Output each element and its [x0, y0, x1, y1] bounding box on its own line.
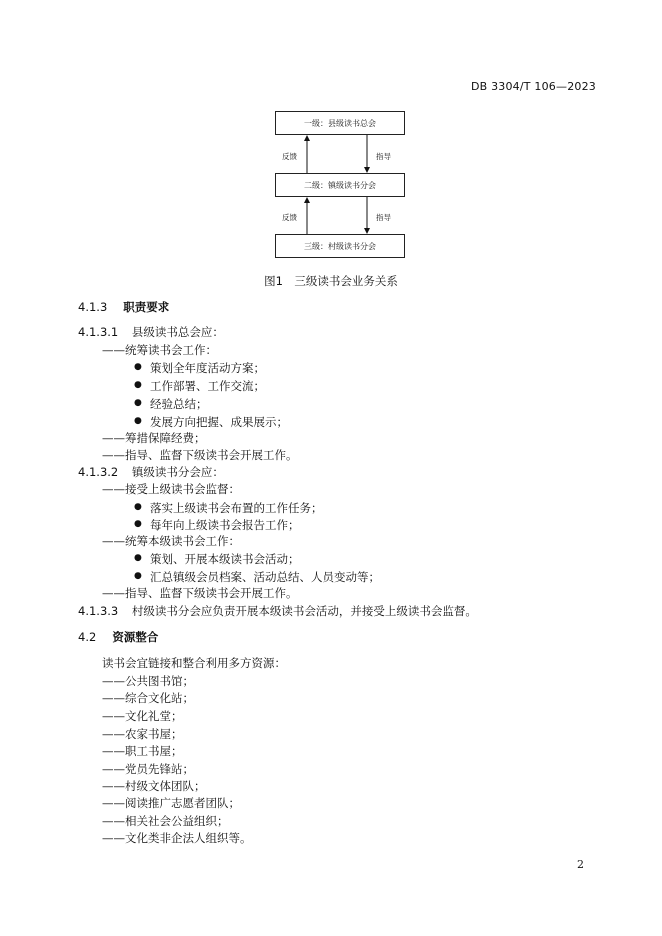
- dash-item: ——筹措保障经费；: [102, 431, 206, 445]
- bullet-icon: ●: [134, 380, 142, 390]
- section-intro: 读书会宜链接和整合利用多方资源：: [102, 656, 286, 670]
- bullet-icon: ●: [134, 416, 142, 426]
- section-title: 资源整合: [112, 630, 159, 644]
- bullet-icon: ●: [134, 571, 142, 581]
- bullet-item: 落实上级读书会布置的工作任务；: [150, 501, 323, 515]
- resource-item: ——党员先锋站；: [102, 762, 194, 776]
- section-title: 职责要求: [123, 300, 170, 314]
- bullet-item: 每年向上级读书会报告工作；: [150, 518, 300, 532]
- clause-4-1-3-1: [78, 324, 224, 340]
- bullet-item: 工作部署、工作交流；: [150, 379, 265, 393]
- standard-code: DB 3304/T 106—2023: [470, 80, 596, 93]
- resource-item: ——农家书屋；: [102, 727, 183, 741]
- clause-intro: 镇级读书分会应：: [131, 465, 224, 479]
- box-level-1: 一级：县级读书总会: [275, 111, 405, 135]
- bullet-icon: ●: [134, 519, 142, 529]
- flow-arrows: [0, 0, 662, 300]
- label-guide-1: 指导: [376, 152, 391, 161]
- resource-item: ——文化礼堂；: [102, 709, 183, 723]
- bullet-icon: ●: [134, 553, 142, 563]
- clause-intro: 县级读书总会应：: [131, 325, 224, 339]
- bullet-item: 策划、开展本级读书会活动；: [150, 552, 300, 566]
- section-4-2-heading: [78, 629, 158, 645]
- resource-item: ——村级文体团队；: [102, 779, 206, 793]
- bullet-icon: ●: [134, 502, 142, 512]
- bullet-item: 策划全年度活动方案；: [150, 361, 265, 375]
- box-level-3: 三级：村级读书分会: [275, 234, 405, 258]
- bullet-item: 经验总结；: [150, 397, 208, 411]
- clause-4-1-3-3: [78, 603, 477, 619]
- clause-text: 村级读书分会应负责开展本级读书会活动，并接受上级读书会监督。: [131, 604, 477, 618]
- clause-number: 4.1.3.1: [78, 325, 119, 339]
- clause-number: 4.1.3.3: [78, 604, 119, 618]
- resource-item: ——综合文化站；: [102, 691, 194, 705]
- bullet-item: 汇总镇级会员档案、活动总结、人员变动等；: [150, 570, 380, 584]
- label-feedback-2: 反馈: [282, 213, 297, 222]
- dash-item: ——指导、监督下级读书会开展工作。: [102, 586, 298, 600]
- resource-item: ——职工书屋；: [102, 744, 183, 758]
- resource-item: ——相关社会公益组织；: [102, 814, 229, 828]
- resource-item: ——公共图书馆；: [102, 674, 194, 688]
- clause-number: 4.1.3.2: [78, 465, 119, 479]
- clause-4-1-3-2: [78, 464, 224, 480]
- bullet-icon: ●: [134, 398, 142, 408]
- section-number: 4.1.3: [78, 300, 108, 314]
- dash-item: ——接受上级读书会监督：: [102, 482, 240, 496]
- dash-item: ——统筹读书会工作：: [102, 343, 217, 357]
- resource-item: ——阅读推广志愿者团队；: [102, 796, 240, 810]
- section-4-1-3-heading: [78, 299, 169, 315]
- section-number: 4.2: [78, 630, 97, 644]
- bullet-icon: ●: [134, 362, 142, 372]
- figure-caption: 图1 三级读书会业务关系: [264, 274, 398, 288]
- dash-item: ——指导、监督下级读书会开展工作。: [102, 448, 298, 462]
- label-guide-2: 指导: [376, 213, 391, 222]
- bullet-item: 发展方向把握、成果展示；: [150, 415, 288, 429]
- resource-item: ——文化类非企法人组织等。: [102, 831, 252, 845]
- dash-item: ——统筹本级读书会工作：: [102, 534, 240, 548]
- box-level-2: 二级：镇级读书分会: [275, 173, 405, 197]
- label-feedback-1: 反馈: [282, 152, 297, 161]
- page-number: 2: [577, 858, 584, 871]
